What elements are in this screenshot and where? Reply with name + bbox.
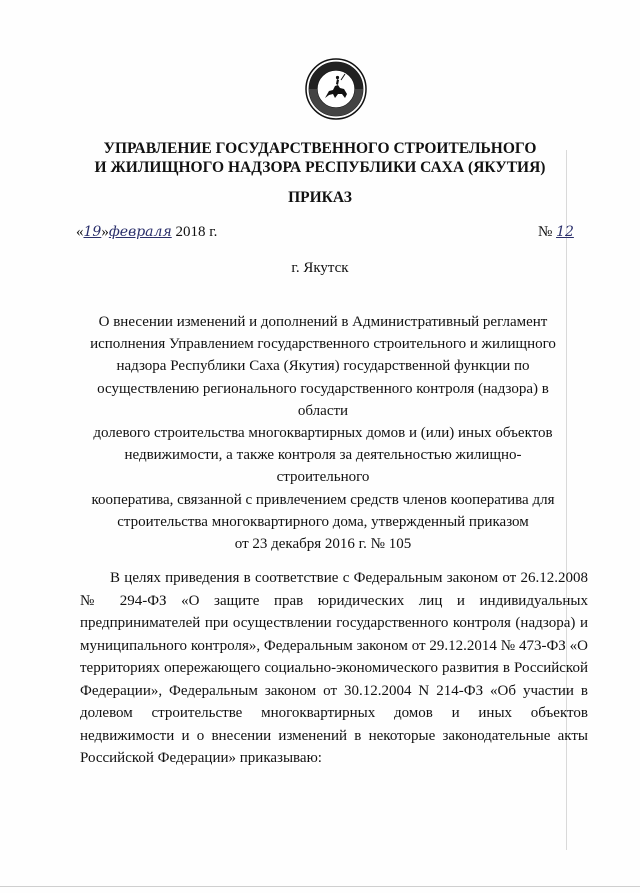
subject-line: недвижимости, а также контроля за деятельностью жилищно-строительного: [124, 447, 522, 486]
subject-line: исполнения Управлением государственного строительного и жилищного: [90, 336, 556, 353]
city-line: г. Якутск: [291, 260, 349, 276]
subject-line: от 23 декабря 2016 г. № 105: [234, 536, 412, 553]
subject-line: О внесении изменений и дополнений в Административный регламент: [98, 314, 548, 330]
subject-line: осуществлению регионального государственного контроля (надзора) в области: [97, 380, 549, 419]
subject-line: строительства многоквартирного дома, утвержденный приказом: [117, 513, 529, 530]
sakha-republic-emblem-icon: [305, 58, 367, 120]
subject-line: долевого строительства многоквартирных домов и (или) иных объектов: [93, 425, 553, 442]
document-type-title: ПРИКАЗ: [288, 189, 352, 206]
date-close-quote: »: [101, 224, 109, 240]
number-value-handwritten: 12: [556, 224, 574, 240]
date-month-handwritten: февраля: [108, 224, 172, 240]
order-date: [76, 224, 217, 241]
organization-title: [60, 139, 580, 177]
org-title-line-1: УПРАВЛЕНИЕ ГОСУДАРСТВЕННОГО СТРОИТЕЛЬНОГО: [103, 140, 537, 157]
subject-line: надзора Республики Саха (Якутия) государственной функции по: [116, 358, 530, 375]
order-subject: [80, 311, 566, 555]
scan-bottom-edge: [0, 886, 640, 887]
body-paragraph: В целях приведения в соответствие с Федеральным законом от 26.12.2008 № 294-ФЗ «О защите прав юридических лиц и индивидуальных предпринимателей при осуществлении государственного контроля (надзора) и муниципального контроля», Федеральным законом от 29.12.2014 № 473-ФЗ «О территориях опережающего социально-экономического развития в Российской Федерации», Федеральным законом от 30.12.2004 N 214-ФЗ «Об участии в долевом строительстве многоквартирных домов и иных объектов недвижимости и о внесении изменений в некоторые законодательные акты Российской Федерации» приказываю:: [80, 570, 588, 766]
org-title-line-2: И ЖИЛИЩНОГО НАДЗОРА РЕСПУБЛИКИ САХА (ЯКУТИЯ): [94, 159, 546, 176]
number-label: №: [538, 224, 553, 240]
date-year: 2018 г.: [175, 224, 218, 240]
date-open-quote: «: [76, 224, 84, 240]
order-number: [538, 224, 574, 241]
subject-line: кооператива, связанной с привлечением средств членов кооператива для: [91, 491, 555, 508]
date-day-handwritten: 19: [83, 224, 102, 240]
